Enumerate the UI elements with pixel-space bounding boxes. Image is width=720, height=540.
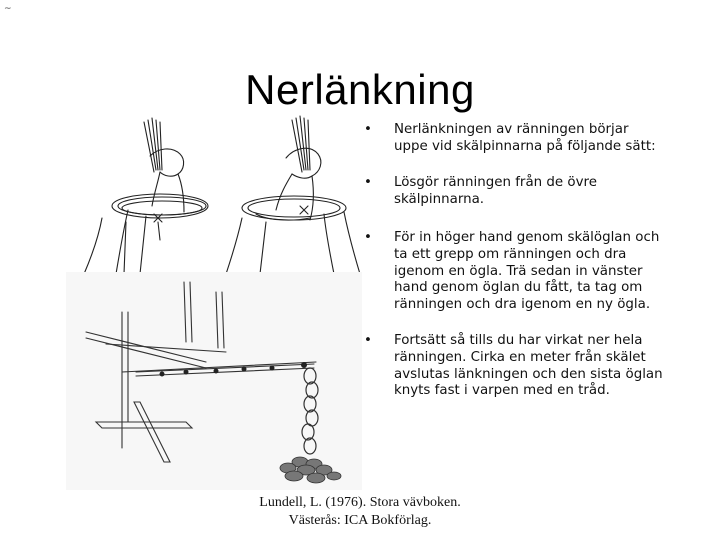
bullet-item	[364, 122, 664, 155]
bullet-list	[364, 122, 664, 420]
bullet-dot: •	[364, 122, 372, 137]
hands-illustration	[80, 110, 362, 274]
loom-chain-illustration	[66, 272, 362, 490]
citation-line-2: Västerås: ICA Bokförlag.	[288, 513, 432, 528]
bullet-item	[364, 175, 664, 208]
bullet-item	[364, 333, 664, 399]
bullet-text: Lösgör ränningen från de övre skälpinnarna.	[394, 175, 597, 207]
bullet-text: Nerlänkningen av ränningen börjar uppe vid skälpinnarna på följande sätt:	[394, 122, 656, 154]
bullet-text: För in höger hand genom skälöglan och ta ett grepp om ränningen och dra igenom en ögla. Trä sedan in vänster hand genom öglan du fått, ta tag om ränningen och dra igenom en ny ögla.	[394, 230, 660, 312]
bullet-text: Fortsätt så tills du har virkat ner hela ränningen. Cirka en meter från skälet avslutas länkningen och den sista öglan knyts fast i varpen med en tråd.	[394, 333, 663, 399]
bullet-dot: •	[364, 230, 372, 246]
bullet-dot: •	[364, 333, 372, 349]
bullet-item	[364, 230, 664, 313]
bullet-dot: •	[364, 175, 372, 191]
citation-line-1: Lundell, L. (1976). Stora vävboken.	[259, 495, 461, 510]
citation	[250, 494, 470, 530]
corner-mark: ~	[4, 4, 12, 14]
slide-title: Nerlänkning	[245, 66, 475, 114]
